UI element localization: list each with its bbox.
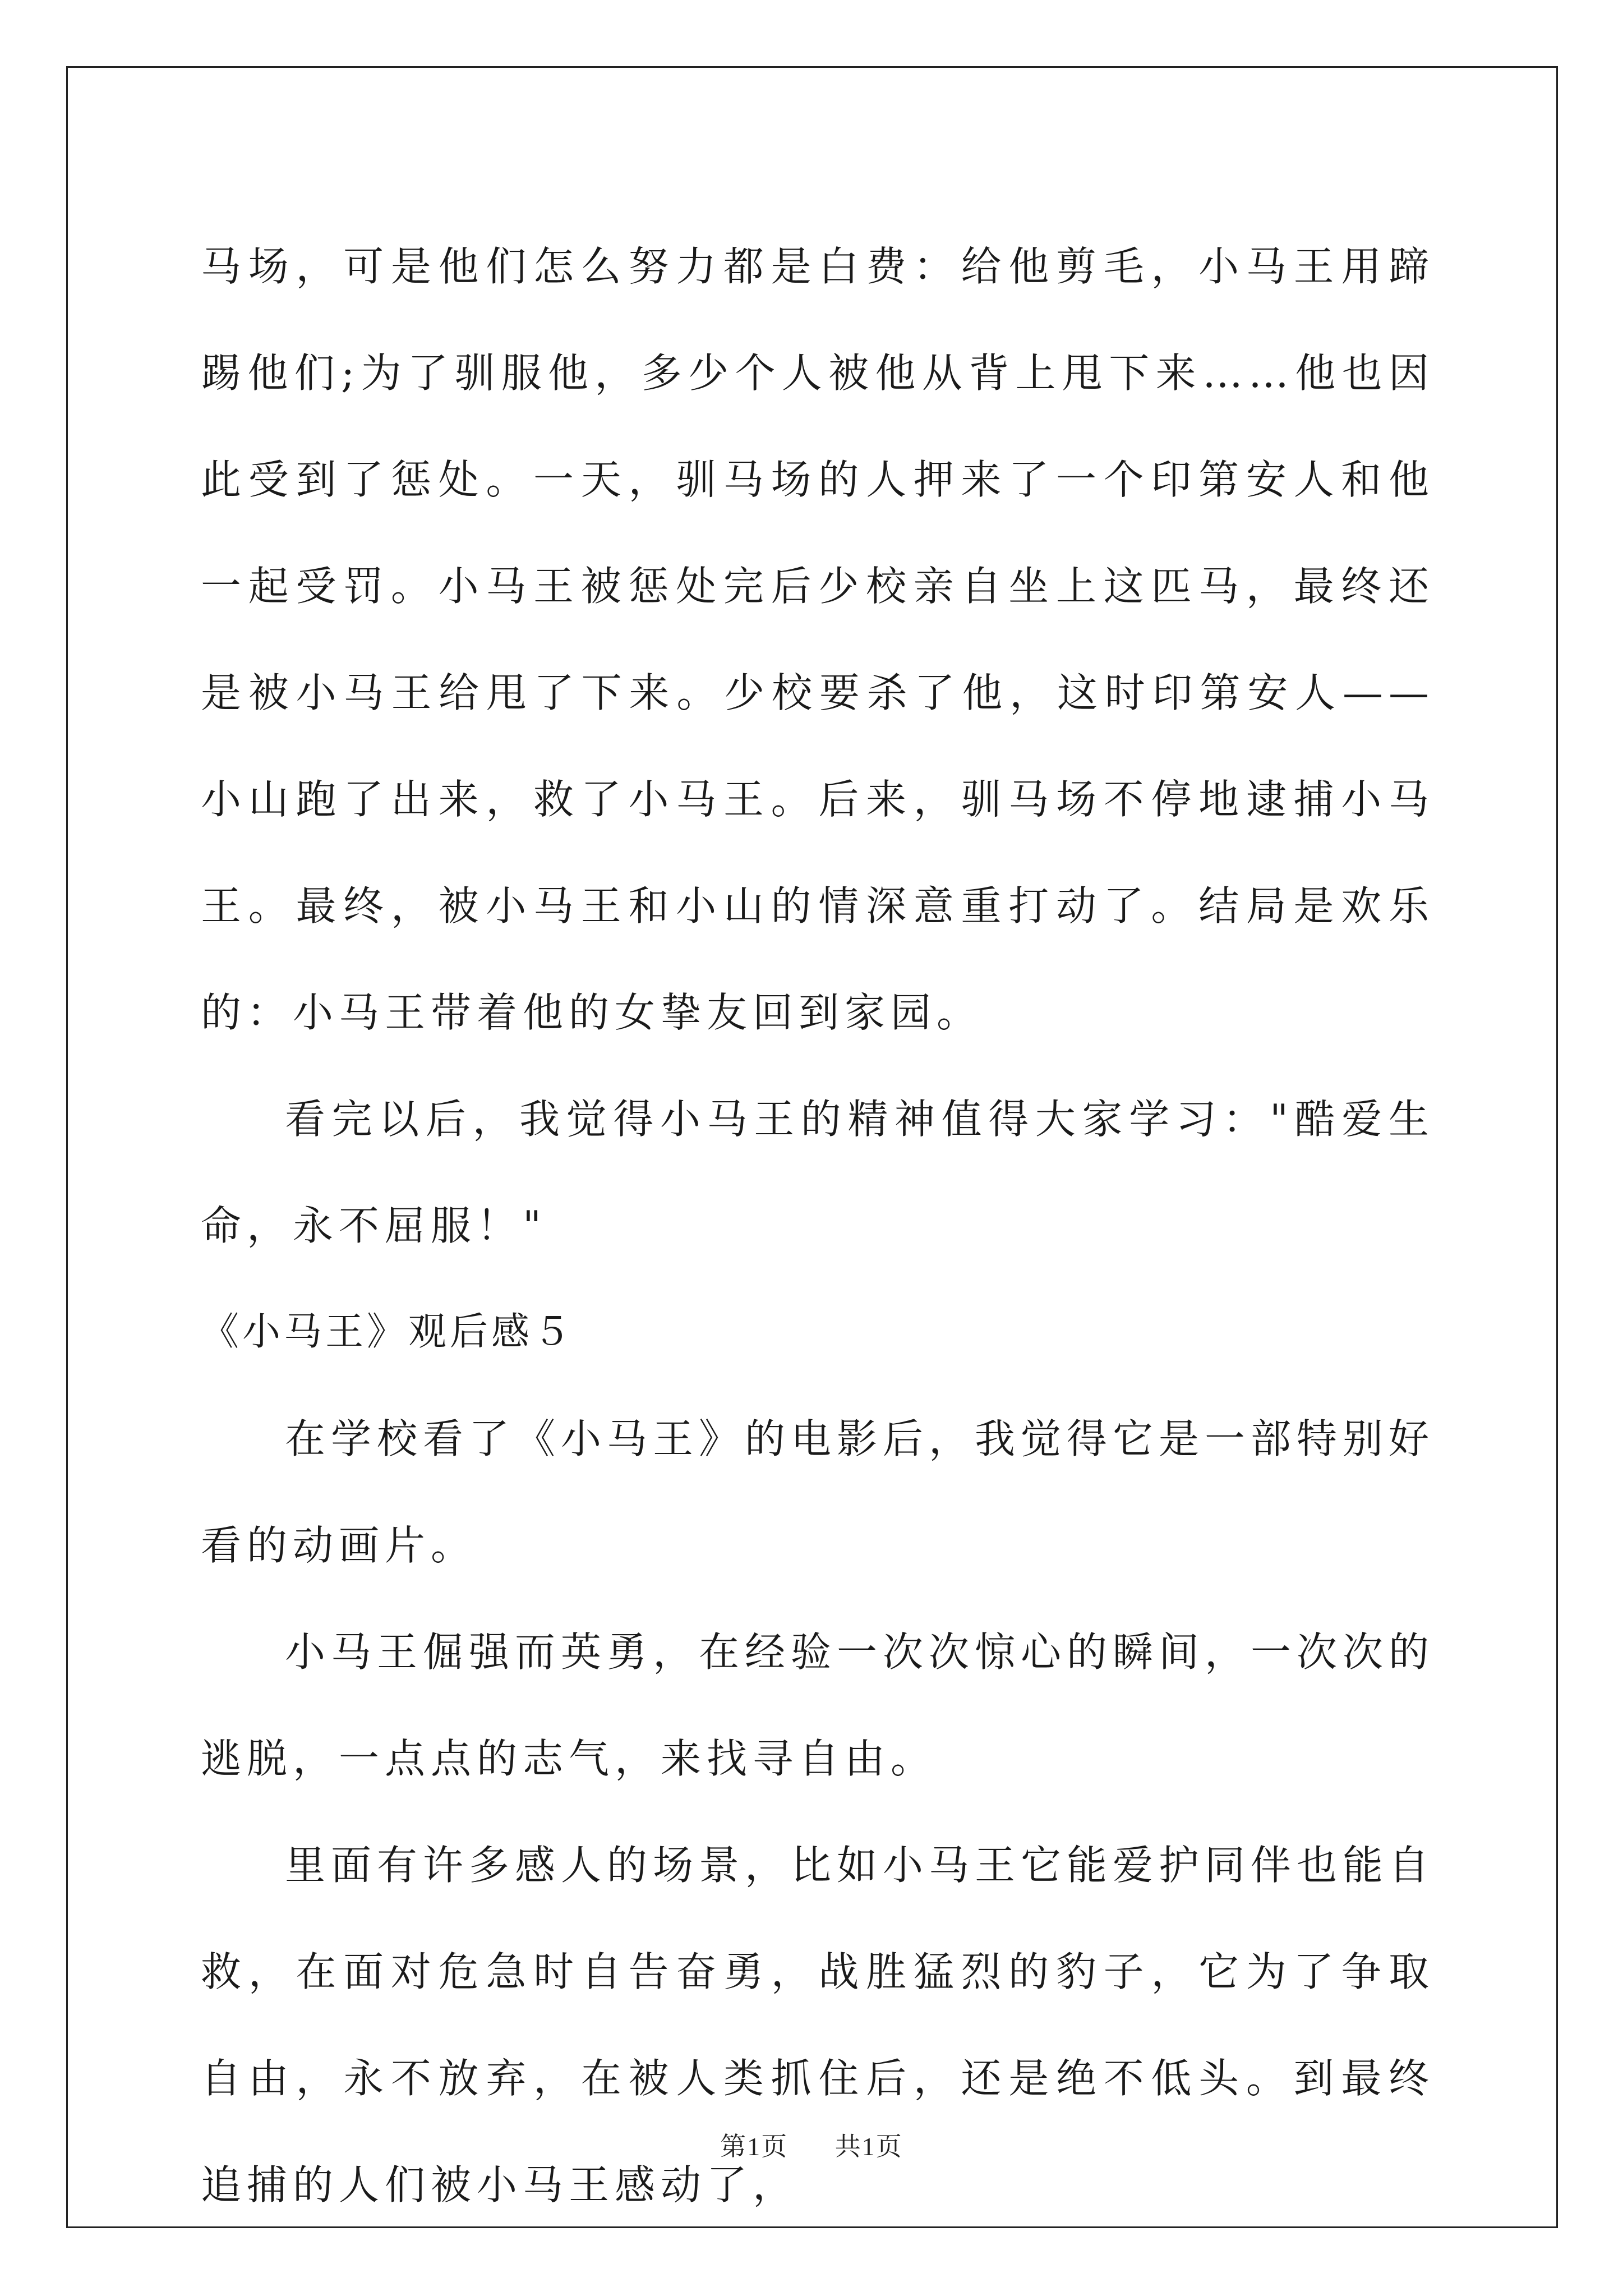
- paragraph-character: 小马王倔强而英勇，在经验一次次惊心的瞬间，一次次的逃脱，一点点的志气，来找寻自由。: [201, 1628, 1435, 1782]
- paragraph-continuation: 马场，可是他们怎么努力都是白费：给他剪毛，小马王用蹄踢他们;为了驯服他，多少个人被他从背上甩下来……他也因此受到了惩处。一天，驯马场的人押来了一个印第安人和他一起受罚。小马王被惩处完后少校亲自坐上这匹马，最终还是被小马王给甩了下来。少校要杀了他，这时印第安人——小山跑了出来，救了小马王。后来，驯马场不停地逮捕小马王。最终，被小马王和小山的情深意重打动了。结局是欢乐的：小马王带着他的女挚友回到家园。: [201, 243, 1435, 1036]
- paragraph-intro: 在学校看了《小马王》的电影后，我觉得它是一部特别好看的动画片。: [201, 1415, 1435, 1569]
- document-body: [201, 213, 1435, 2238]
- page-number: 第1页: [720, 2132, 789, 2161]
- page-footer: [0, 2126, 1623, 2163]
- total-pages: 共1页: [834, 2132, 903, 2161]
- section-title: 《小马王》观后感５: [201, 1310, 575, 1354]
- paragraph-conclusion: 看完以后，我觉得小马王的精神值得大家学习："酷爱生命，永不屈服！": [201, 1096, 1435, 1249]
- paragraph-scenes: 里面有许多感人的场景，比如小马王它能爱护同伴也能自救，在面对危急时自告奋勇，战胜猛烈的豹子，它为了争取自由，永不放弃，在被人类抓住后，还是绝不低头。到最终追捕的人们被小马王感动了，: [201, 1842, 1435, 2208]
